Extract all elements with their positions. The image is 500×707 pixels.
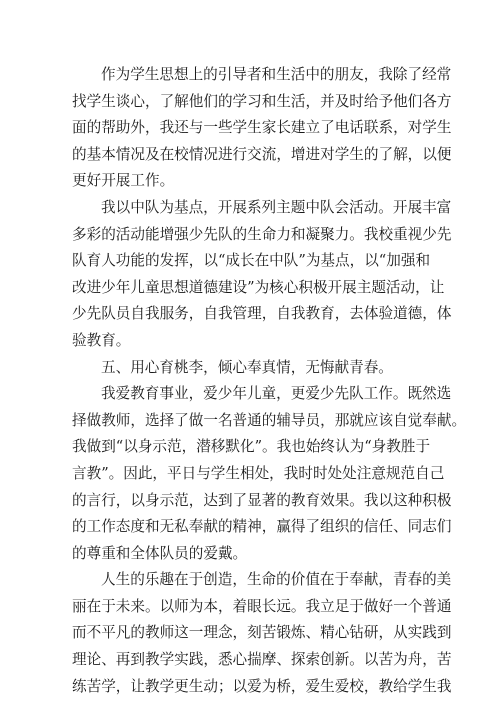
text-line: 我以中队为基点，开展系列主题中队会活动。开展丰富 <box>101 198 452 216</box>
text-line: 作为学生思想上的引导者和生活中的朋友，我除了经常 <box>101 66 452 83</box>
paragraph <box>72 381 467 567</box>
text-line: 少先队员自我服务，自我管理，自我教育，去体验道德，体 <box>72 305 452 323</box>
text-line: 的言行，以身示范，达到了显著的教育效果。我以这种积极 <box>72 491 452 509</box>
section-heading <box>72 355 428 382</box>
text-line: 队育人功能的发挥，以“成长在中队”为基点，以“加强和 <box>72 252 431 270</box>
document-body <box>72 62 467 700</box>
text-line: 五、用心育桃李，倾心奉真情，无悔献青春。 <box>101 358 393 376</box>
text-line: 找学生谈心，了解他们的学习和生活，并及时给予他们各方 <box>72 92 452 110</box>
text-line: 验教育。 <box>72 331 131 349</box>
text-line: 更好开展工作。 <box>72 172 175 190</box>
text-line: 的尊重和全体队员的爱戴。 <box>72 544 248 562</box>
text-line: 言教”。因此，平日与学生相处，我时时处处注意规范自己 <box>72 464 445 482</box>
text-line: 面的帮助外，我还与一些学生家长建立了电话联系，对学生 <box>72 119 452 137</box>
text-line: 我爱教育事业，爱少年儿童，更爱少先队工作。既然选 <box>101 385 452 403</box>
paragraph <box>72 567 452 700</box>
text-line: 的基本情况及在校情况进行交流，增进对学生的了解，以便 <box>72 145 452 163</box>
paragraph <box>72 62 452 195</box>
text-line: 练苦学，让教学更生动；以爱为桥，爱生爱校，教给学生我 <box>72 677 452 695</box>
text-line: 人生的乐趣在于创造，生命的价值在于奉献，青春的美 <box>101 571 452 589</box>
text-line: 我做到“以身示范，潜移默化”。我也始终认为“身教胜于 <box>72 438 431 456</box>
text-line: 的工作态度和无私奉献的精神，赢得了组织的信任、同志们 <box>72 518 452 536</box>
text-line: 改进少年儿童思想道德建设”为核心积极开展主题活动，让 <box>72 278 445 296</box>
text-line: 理论、再到教学实践，悉心揣摩、探索创新。以苦为舟，苦 <box>72 651 452 669</box>
text-line: 择做教师，选择了做一名普通的辅导员，那就应该自觉奉献。 <box>72 411 467 429</box>
text-line: 多彩的活动能增强少先队的生命力和凝聚力。我校重视少先 <box>72 225 452 243</box>
paragraph <box>72 195 452 355</box>
text-line: 而不平凡的教师这一理念，刻苦锻炼、精心钻研，从实践到 <box>72 624 452 642</box>
text-line: 丽在于未来。以师为本，着眼长远。我立足于做好一个普通 <box>72 597 452 615</box>
